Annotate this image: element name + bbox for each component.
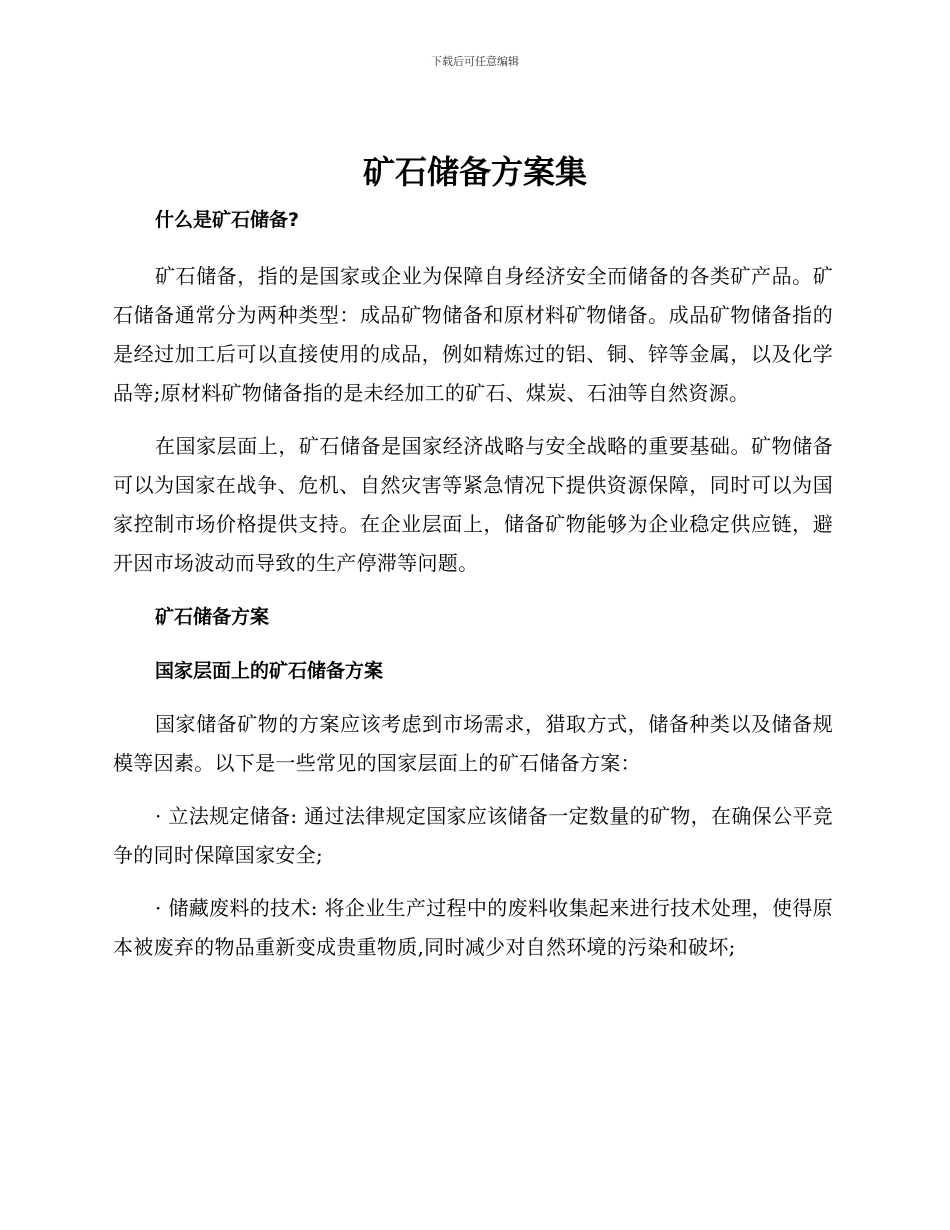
section-heading-national-plan: 国家层面上的矿石储备方案 xyxy=(155,660,384,682)
document-title: 矿石储备方案集 xyxy=(362,153,587,191)
bullet-item: · 立法规定储备: 通过法律规定国家应该储备一定数量的矿物，在确保公平竞争的同时保障国家安全; xyxy=(113,804,833,867)
paragraph: 矿石储备，指的是国家或企业为保障自身经济安全而储备的各类矿产品。矿石储备通常分为两种类型：成品矿物储备和原材料矿物储备。成品矿物储备指的是经过加工后可以直接使用的成品，例如精炼过的铝、铜、锌等金属，以及化学品等;原材料矿物储备指的是未经加工的矿石、煤炭、石油等自然资源。 xyxy=(113,264,833,405)
section-heading-ore-reserve-plan: 矿石储备方案 xyxy=(155,606,270,628)
paragraph: 在国家层面上，矿石储备是国家经济战略与安全战略的重要基础。矿物储备可以为国家在战争、危机、自然灾害等紧急情况下提供资源保障，同时可以为国家控制市场价格提供支持。在企业层面上，储备矿物能够为企业稳定供应链，避开因市场波动而导致的生产停滞等问题。 xyxy=(113,434,833,575)
header-note: 下载后可任意编辑 xyxy=(431,55,519,68)
section-heading-what-is-ore-reserve: 什么是矿石储备? xyxy=(155,209,300,231)
bullet-item: · 储藏废料的技术: 将企业生产过程中的废料收集起来进行技术处理，使得原本被废弃的物品重新变成贵重物质,同时减少对自然环境的污染和破坏; xyxy=(113,896,833,959)
paragraph: 国家储备矿物的方案应该考虑到市场需求，猎取方式，储备种类以及储备规模等因素。以下是一些常见的国家层面上的矿石储备方案： xyxy=(113,712,833,775)
document-body xyxy=(113,200,833,967)
